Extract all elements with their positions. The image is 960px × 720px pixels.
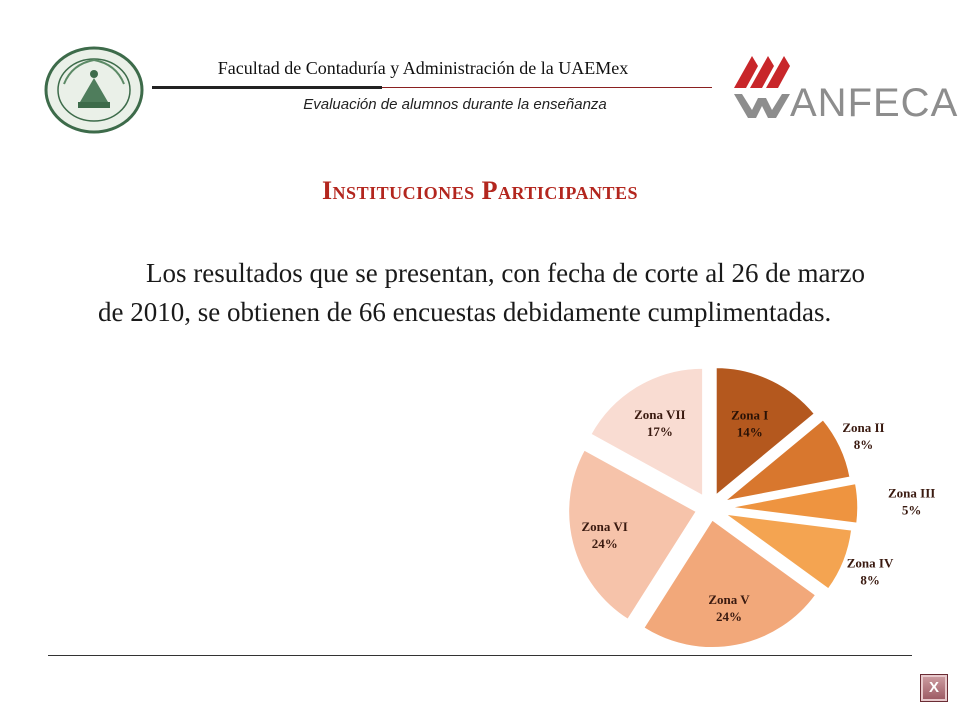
footer-divider bbox=[48, 655, 912, 656]
slice-label-2: Zona II 8% bbox=[842, 419, 885, 452]
slide-title: Instituciones Participantes bbox=[321, 176, 639, 205]
slice-label-4: Zona IV 8% bbox=[846, 555, 894, 588]
slice-label-1: Zona I 14% bbox=[731, 407, 769, 440]
close-button[interactable]: X bbox=[920, 674, 948, 702]
header-divider bbox=[152, 86, 382, 89]
slice-label-7: Zona VII 17% bbox=[634, 407, 686, 440]
svg-text:ANFECA: ANFECA bbox=[790, 81, 959, 125]
institution-name: Facultad de Contaduría y Administración de la UAEMex bbox=[217, 58, 629, 78]
anfeca-logo bbox=[728, 48, 959, 125]
header-divider-thin bbox=[382, 87, 712, 88]
header-subtitle: Evaluación de alumnos durante la enseñanza bbox=[303, 96, 607, 113]
body-paragraph: Los resultados que se presentan, con fecha de corte al 26 de marzo de 2010, se obtienen de 66 encuestas debidamente cumplimentadas. bbox=[98, 258, 865, 327]
slice-label-3: Zona III 5% bbox=[887, 485, 936, 518]
slice-label-6: Zona VI 24% bbox=[581, 519, 628, 552]
slice-label-5: Zona V 24% bbox=[708, 591, 750, 624]
university-seal-logo bbox=[42, 44, 146, 136]
pie-chart bbox=[540, 350, 936, 650]
